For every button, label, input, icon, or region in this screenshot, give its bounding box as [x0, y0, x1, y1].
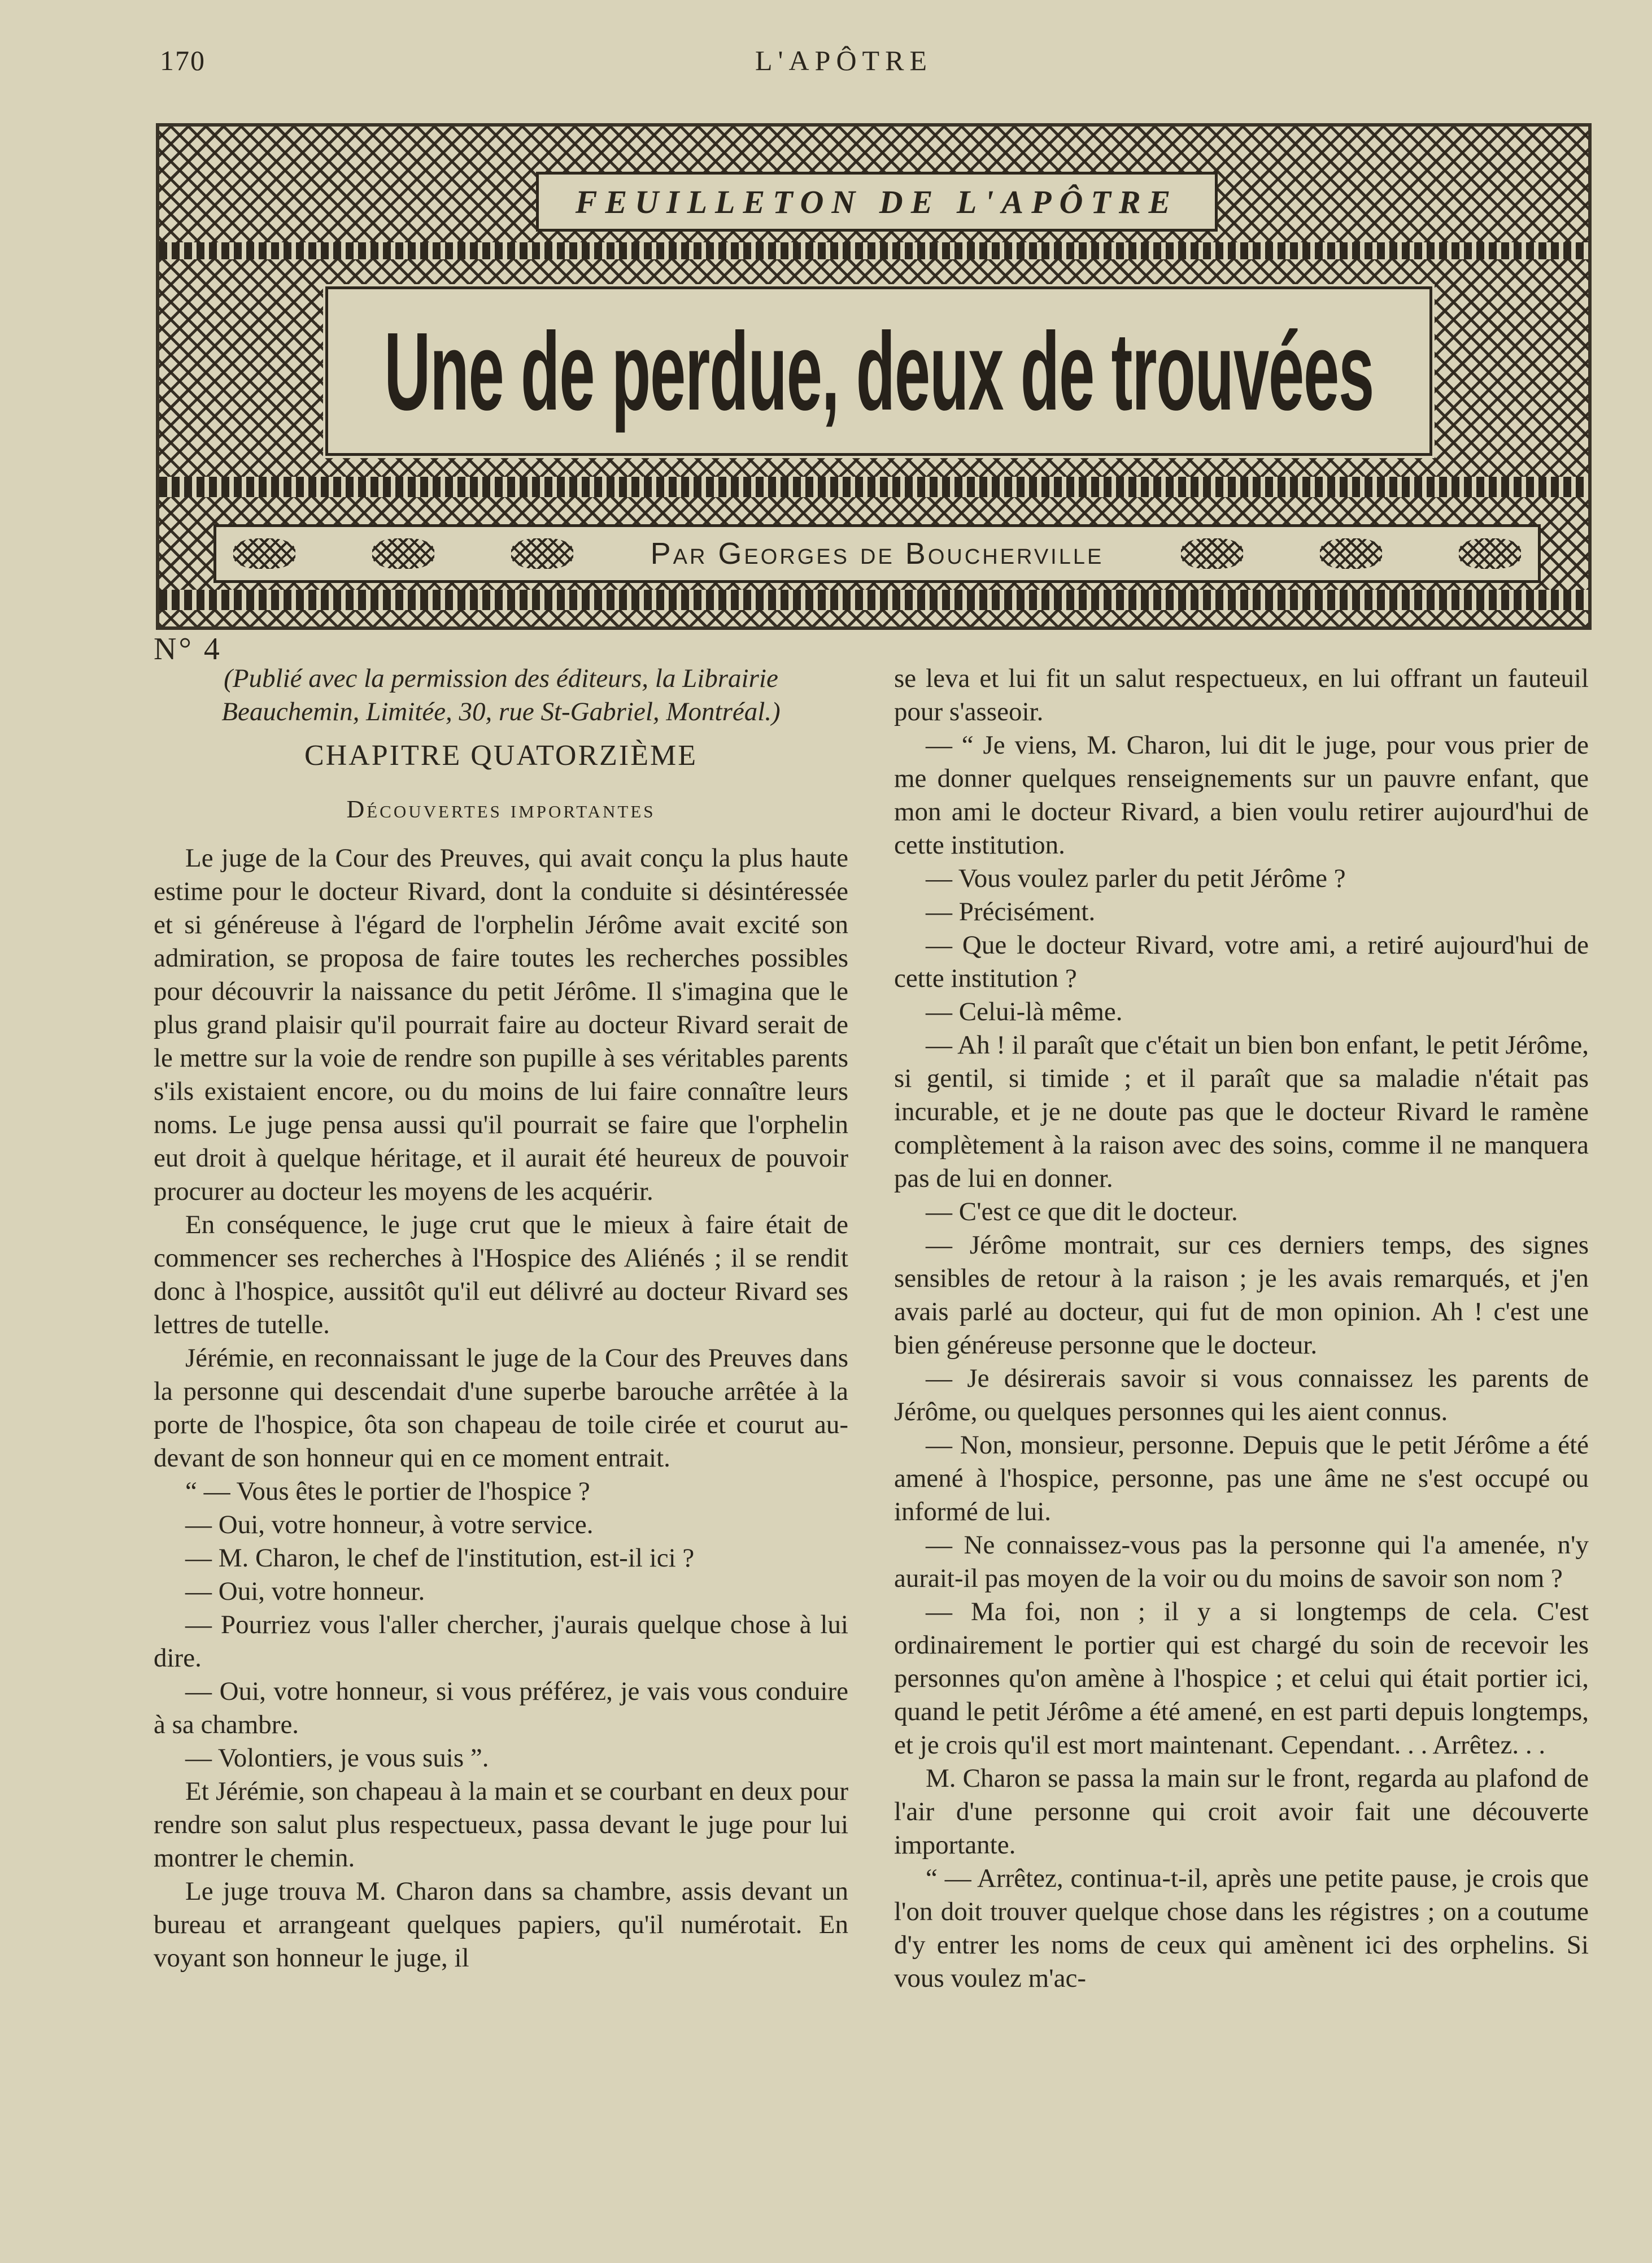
- ornament-icon: [372, 538, 434, 569]
- paragraph: — Volontiers, je vous suis ”.: [185, 1743, 489, 1773]
- paragraph: — M. Charon, le chef de l'institution, est-il ici ?: [185, 1543, 695, 1573]
- right-column: [894, 662, 1589, 1995]
- banner-divider: [159, 242, 1588, 259]
- ornament-icon: [1459, 538, 1521, 569]
- feuilleton-label: FEUILLETON DE L'APÔTRE: [575, 183, 1179, 220]
- ornament-icon: [511, 538, 573, 569]
- paragraph: M. Charon se passa la main sur le front, regarda au plafond de l'air d'une personne qui croit avoir fait une découverte importante.: [894, 1764, 1589, 1860]
- issue-number: N° 4: [154, 632, 222, 667]
- ornament-icon: [1320, 538, 1382, 569]
- paragraph: — Pourriez vous l'aller chercher, j'aurais quelque chose à lui dire.: [154, 1610, 848, 1673]
- paragraph: — Jérôme montrait, sur ces derniers temps, des signes sensibles de retour à la raison ; je les avais remarqués, et j'en avais parlé au docteur, qui fut de mon opinion. Ah ! c'est une bien généreuse personne que le docteur.: [894, 1230, 1589, 1360]
- chapter-heading: CHAPITRE QUATORZIÈME: [304, 739, 698, 772]
- byline-box: [213, 524, 1541, 583]
- paragraph: Le juge de la Cour des Preuves, qui avait conçu la plus haute estime pour le docteur Rivard, dont la conduite si désintéressée et si généreuse à l'égard de l'orphelin Jérôme avait excité son admiration, se proposa de faire toutes les recherches possibles pour découvrir la naissance du petit Jérôme. Il s'imagina que le plus grand plaisir qu'il pourrait faire au docteur Rivard serait de le mettre sur la voie de rendre son pupille à ses véritables parents s'ils existaient encore, ou du moins de lui faire connaître leurs noms. Le juge pensa aussi qu'il pourrait se faire que l'orphelin eut droit à quelque héritage, et il aurait été heureux de pouvoir procurer au docteur les moyens de les acquérir.: [154, 843, 848, 1206]
- story-title: Une de perdue, deux de trouvées: [384, 309, 1374, 433]
- paragraph: Le juge trouva M. Charon dans sa chambre, assis devant un bureau et arrangeant quelques papiers, qu'il numérotait. En voyant son honneur le juge, il: [154, 1877, 848, 1973]
- feuilleton-label-box: [536, 172, 1218, 232]
- left-column: [154, 662, 848, 1975]
- paragraph: — Que le docteur Rivard, votre ami, a retiré aujourd'hui de cette institution ?: [894, 930, 1589, 993]
- paragraph: — C'est ce que dit le docteur.: [926, 1197, 1238, 1226]
- paragraph: “ — Vous êtes le portier de l'hospice ?: [185, 1477, 590, 1506]
- paragraph: — Je désirerais savoir si vous connaissez les parents de Jérôme, ou quelques personnes qui les aient connus.: [894, 1364, 1589, 1426]
- title-box: [325, 286, 1432, 456]
- paragraph: — Celui-là même.: [926, 997, 1123, 1026]
- paragraph: se leva et lui fit un salut respectueux, en lui offrant un fauteuil pour s'asseoir.: [894, 664, 1589, 726]
- paragraph: — Non, monsieur, personne. Depuis que le petit Jérôme a été amené à l'hospice, personne, pas une âme ne s'est occupé ou informé de lui.: [894, 1430, 1589, 1526]
- paragraph: — Oui, votre honneur, si vous préférez, je vais vous conduire à sa chambre.: [154, 1677, 848, 1739]
- paragraph: “ — Arrêtez, continua-t-il, après une petite pause, je crois que l'on doit trouver quelque chose dans les régistres ; on a coutume d'y entrer les noms de ceux qui amènent ici des orphelins. Si vous voulez m'ac-: [894, 1864, 1589, 1993]
- paragraph: — Précisément.: [926, 897, 1096, 926]
- paragraph: — Vous voulez parler du petit Jérôme ?: [926, 864, 1346, 893]
- page-header: [160, 44, 1528, 89]
- feuilleton-banner: [156, 123, 1592, 630]
- chapter-subtitle: Découvertes importantes: [346, 795, 656, 823]
- paragraph: Et Jérémie, son chapeau à la main et se courbant en deux pour rendre son salut plus respectueux, passa devant le juge pour lui montrer le chemin.: [154, 1777, 848, 1873]
- paragraph: Jérémie, en reconnaissant le juge de la Cour des Preuves dans la personne qui descendait d'une superbe barouche arrêtée à la porte de l'hospice, ôta son chapeau de toile cirée et courut au-devant de son honneur qui en ce moment entrait.: [154, 1343, 848, 1473]
- paragraph: — Ma foi, non ; il y a si longtemps de cela. C'est ordinairement le portier qui est chargé du soin de recevoir les personnes qu'on amène à l'hospice ; et celui qui était portier ici, quand le petit Jérôme a été amené, en est parti depuis longtemps, et je crois qu'il est mort maintenant. Cependant. . . Arrêtez. . .: [894, 1597, 1589, 1760]
- page-number: 170: [160, 45, 206, 76]
- paragraph: En conséquence, le juge crut que le mieux à faire était de commencer ses recherches à l'Hospice des Aliénés ; il se rendit donc à l'hospice, aussitôt qu'il eut délivré au docteur Rivard ses lettres de tutelle.: [154, 1210, 848, 1339]
- paragraph: — “ Je viens, M. Charon, lui dit le juge, pour vous prier de me donner quelques renseignements sur un pauvre enfant, que mon ami le docteur Rivard, a bien voulu retirer aujourd'hui de cette institution.: [894, 730, 1589, 860]
- paragraph: — Oui, votre honneur, à votre service.: [185, 1510, 594, 1539]
- publication-note: (Publié avec la permission des éditeurs, la Librairie Beauchemin, Limitée, 30, rue St-Gabriel, Montréal.): [221, 664, 781, 726]
- banner-divider: [159, 477, 1588, 497]
- ornament-icon: [233, 538, 295, 569]
- paragraph: — Oui, votre honneur.: [185, 1577, 425, 1606]
- paragraph: — Ne connaissez-vous pas la personne qui l'a amenée, n'y aurait-il pas moyen de la voir ou du moins de savoir son nom ?: [894, 1530, 1589, 1593]
- paragraph: — Ah ! il paraît que c'était un bien bon enfant, le petit Jérôme, si gentil, si timide ; et il paraît que sa maladie n'était pas incurable, et je ne doute pas que le docteur Rivard le ramène complètement à la raison avec des soins, comme il ne manquera pas de lui en donner.: [894, 1030, 1589, 1193]
- ornament-icon: [1181, 538, 1243, 569]
- banner-divider: [159, 590, 1588, 610]
- author-byline: Par Georges de Boucherville: [650, 537, 1104, 571]
- running-title: L'APÔTRE: [755, 45, 932, 76]
